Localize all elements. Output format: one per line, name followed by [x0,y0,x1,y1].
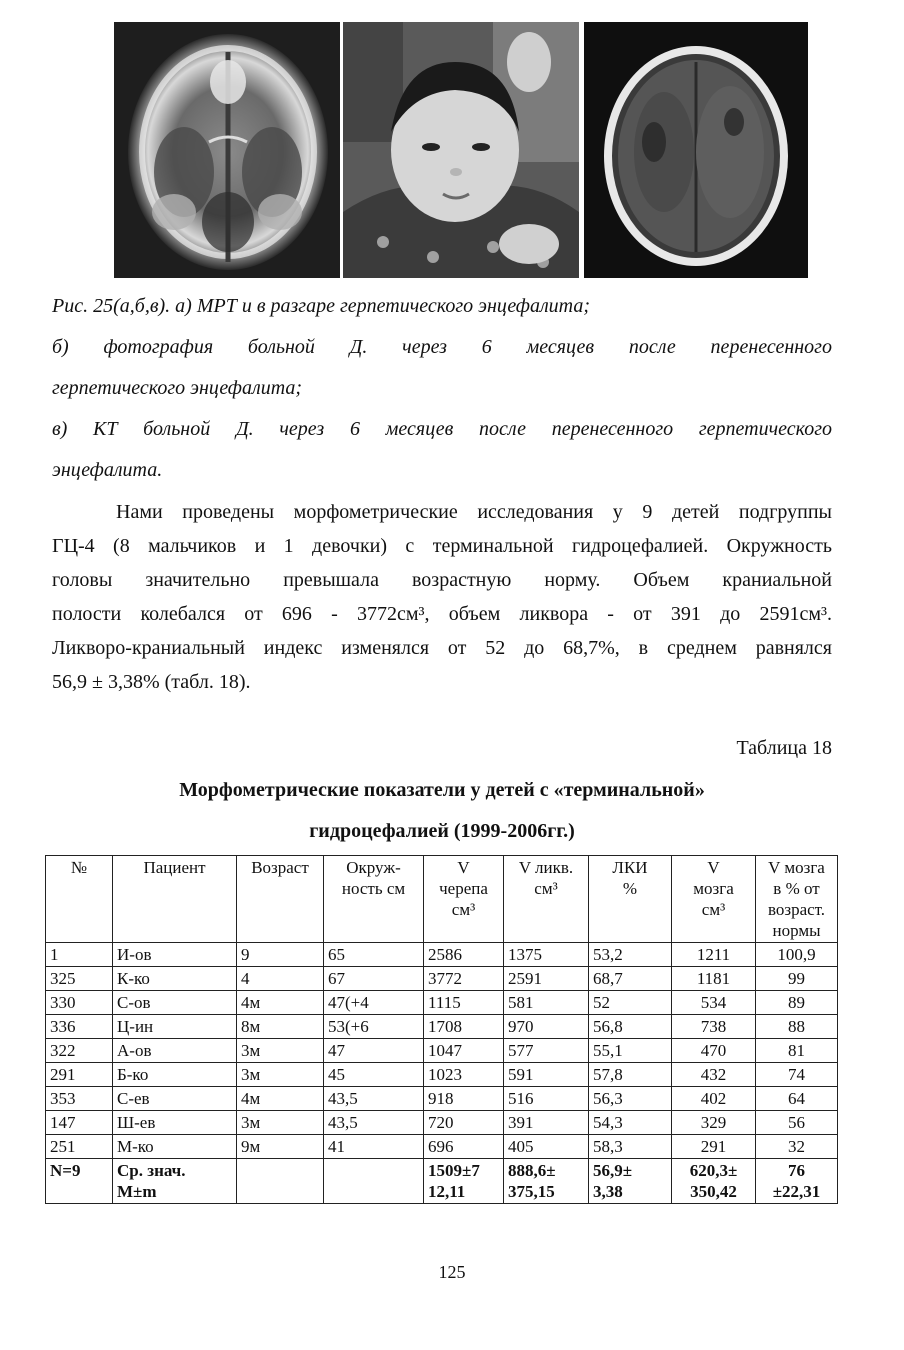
summary-num: N=9 [46,1159,113,1204]
cell-lki: 53,2 [589,943,672,967]
header-num: № [46,856,113,943]
cell-skull-volume: 1023 [424,1063,504,1087]
cell-age: 4 [237,967,324,991]
cell-brain-volume: 329 [672,1111,756,1135]
cell-age: 3м [237,1111,324,1135]
cell-circumference: 65 [324,943,424,967]
cell-brain-volume: 1181 [672,967,756,991]
cell-patient: Б-ко [113,1063,237,1087]
cell-patient: М-ко [113,1135,237,1159]
cell-liquor-volume: 581 [504,991,589,1015]
summary-skull-volume: 1509±7 12,11 [424,1159,504,1204]
morphometry-table [45,855,838,1204]
cell-brain-percent: 32 [756,1135,838,1159]
page-number: 125 [438,1262,466,1282]
cell-num: 291 [46,1063,113,1087]
paragraph-line: головы значительно превышала возрастную норму. Объем краниальной [52,569,832,591]
cell-liquor-volume: 2591 [504,967,589,991]
cell-circumference: 67 [324,967,424,991]
cell-age: 4м [237,991,324,1015]
table-title: Морфометрические показатели у детей с «терминальной» [179,779,705,801]
table-label: Таблица 18 [736,737,832,759]
cell-patient: А-ов [113,1039,237,1063]
cell-skull-volume: 2586 [424,943,504,967]
cell-circumference: 45 [324,1063,424,1087]
header-lki: ЛКИ % [589,856,672,943]
paragraph-line: ГЦ-4 (8 мальчиков и 1 девочки) с терминальной гидроцефалией. Окружность [52,535,832,557]
header-age: Возраст [237,856,324,943]
cell-brain-volume: 534 [672,991,756,1015]
cell-patient: Ш-ев [113,1111,237,1135]
cell-brain-percent: 81 [756,1039,838,1063]
cell-skull-volume: 696 [424,1135,504,1159]
paragraph-line: полости колебался от 696 - 3772см³, объем ликвора - от 391 до 2591см³. [52,603,832,625]
cell-num: 1 [46,943,113,967]
paragraph-line: Ликворо-краниальный индекс изменялся от 52 до 68,7%, в среднем равнялся [52,637,832,659]
cell-lki: 55,1 [589,1039,672,1063]
summary-circumference [324,1159,424,1204]
cell-skull-volume: 3772 [424,967,504,991]
cell-lki: 56,3 [589,1087,672,1111]
cell-lki: 54,3 [589,1111,672,1135]
cell-lki: 57,8 [589,1063,672,1087]
header-patient: Пациент [113,856,237,943]
cell-lki: 56,8 [589,1015,672,1039]
header-brain-percent: V мозга в % от возраст. нормы [756,856,838,943]
cell-brain-percent: 74 [756,1063,838,1087]
table-row [46,1063,838,1087]
cell-brain-volume: 738 [672,1015,756,1039]
figure-caption-line: в) КТ больной Д. через 6 месяцев после перенесенного герпетического [52,418,832,440]
header-brain-volume: V мозга см³ [672,856,756,943]
summary-brain-percent: 76 ±22,31 [756,1159,838,1204]
cell-num: 322 [46,1039,113,1063]
cell-lki: 58,3 [589,1135,672,1159]
patient-photo [343,22,579,278]
figure-caption-line: б) фотография больной Д. через 6 месяцев после перенесенного [52,336,832,358]
cell-age: 9м [237,1135,324,1159]
table-row [46,1135,838,1159]
header-skull-volume: V черепа см³ [424,856,504,943]
cell-circumference: 41 [324,1135,424,1159]
figure-caption-line: энцефалита. [52,459,163,481]
body-paragraph [52,495,832,699]
cell-brain-volume: 470 [672,1039,756,1063]
table-title: гидроцефалией (1999-2006гг.) [309,820,575,842]
mri-scan-image [114,22,340,278]
cell-circumference: 43,5 [324,1111,424,1135]
cell-liquor-volume: 577 [504,1039,589,1063]
cell-patient: С-ов [113,991,237,1015]
cell-age: 9 [237,943,324,967]
table-row [46,1111,838,1135]
table-row [46,1087,838,1111]
cell-age: 3м [237,1039,324,1063]
cell-num: 336 [46,1015,113,1039]
table-header-row [46,856,838,943]
cell-brain-percent: 89 [756,991,838,1015]
figure-row [114,22,808,278]
cell-num: 330 [46,991,113,1015]
cell-patient: Ц-ин [113,1015,237,1039]
cell-circumference: 43,5 [324,1087,424,1111]
cell-liquor-volume: 1375 [504,943,589,967]
cell-brain-percent: 64 [756,1087,838,1111]
paragraph-line: Нами проведены морфометрические исследования у 9 детей подгруппы [116,501,832,523]
cell-skull-volume: 1708 [424,1015,504,1039]
cell-skull-volume: 918 [424,1087,504,1111]
cell-liquor-volume: 405 [504,1135,589,1159]
cell-lki: 52 [589,991,672,1015]
summary-brain-volume: 620,3± 350,42 [672,1159,756,1204]
cell-num: 353 [46,1087,113,1111]
cell-liquor-volume: 391 [504,1111,589,1135]
cell-patient: К-ко [113,967,237,991]
cell-liquor-volume: 591 [504,1063,589,1087]
cell-circumference: 47 [324,1039,424,1063]
cell-age: 8м [237,1015,324,1039]
cell-brain-volume: 402 [672,1087,756,1111]
paragraph-line: 56,9 ± 3,38% (табл. 18). [52,671,251,693]
table-row [46,1015,838,1039]
header-circumference: Окруж- ность см [324,856,424,943]
cell-brain-percent: 88 [756,1015,838,1039]
table-row [46,991,838,1015]
cell-brain-percent: 100,9 [756,943,838,967]
cell-patient: С-ев [113,1087,237,1111]
cell-lki: 68,7 [589,967,672,991]
cell-liquor-volume: 516 [504,1087,589,1111]
header-liquor-volume: V ликв. см³ [504,856,589,943]
summary-label: Ср. знач. M±m [113,1159,237,1204]
summary-lki: 56,9± 3,38 [589,1159,672,1204]
cell-brain-volume: 291 [672,1135,756,1159]
cell-skull-volume: 1047 [424,1039,504,1063]
cell-patient: И-ов [113,943,237,967]
cell-skull-volume: 720 [424,1111,504,1135]
cell-num: 251 [46,1135,113,1159]
cell-brain-volume: 1211 [672,943,756,967]
table-row [46,943,838,967]
cell-age: 3м [237,1063,324,1087]
cell-circumference: 47(+4 [324,991,424,1015]
figure-caption-line: герпетического энцефалита; [52,377,303,399]
summary-age [237,1159,324,1204]
cell-brain-percent: 99 [756,967,838,991]
cell-brain-percent: 56 [756,1111,838,1135]
figure-caption-line: Рис. 25(а,б,в). а) МРТ и в разгаре герпетического энцефалита; [52,295,591,317]
cell-brain-volume: 432 [672,1063,756,1087]
cell-circumference: 53(+6 [324,1015,424,1039]
cell-num: 147 [46,1111,113,1135]
table-summary-row [46,1159,838,1204]
cell-age: 4м [237,1087,324,1111]
table-row [46,967,838,991]
table-row [46,1039,838,1063]
ct-scan-image [584,22,808,278]
cell-num: 325 [46,967,113,991]
summary-liquor-volume: 888,6± 375,15 [504,1159,589,1204]
cell-skull-volume: 1115 [424,991,504,1015]
cell-liquor-volume: 970 [504,1015,589,1039]
